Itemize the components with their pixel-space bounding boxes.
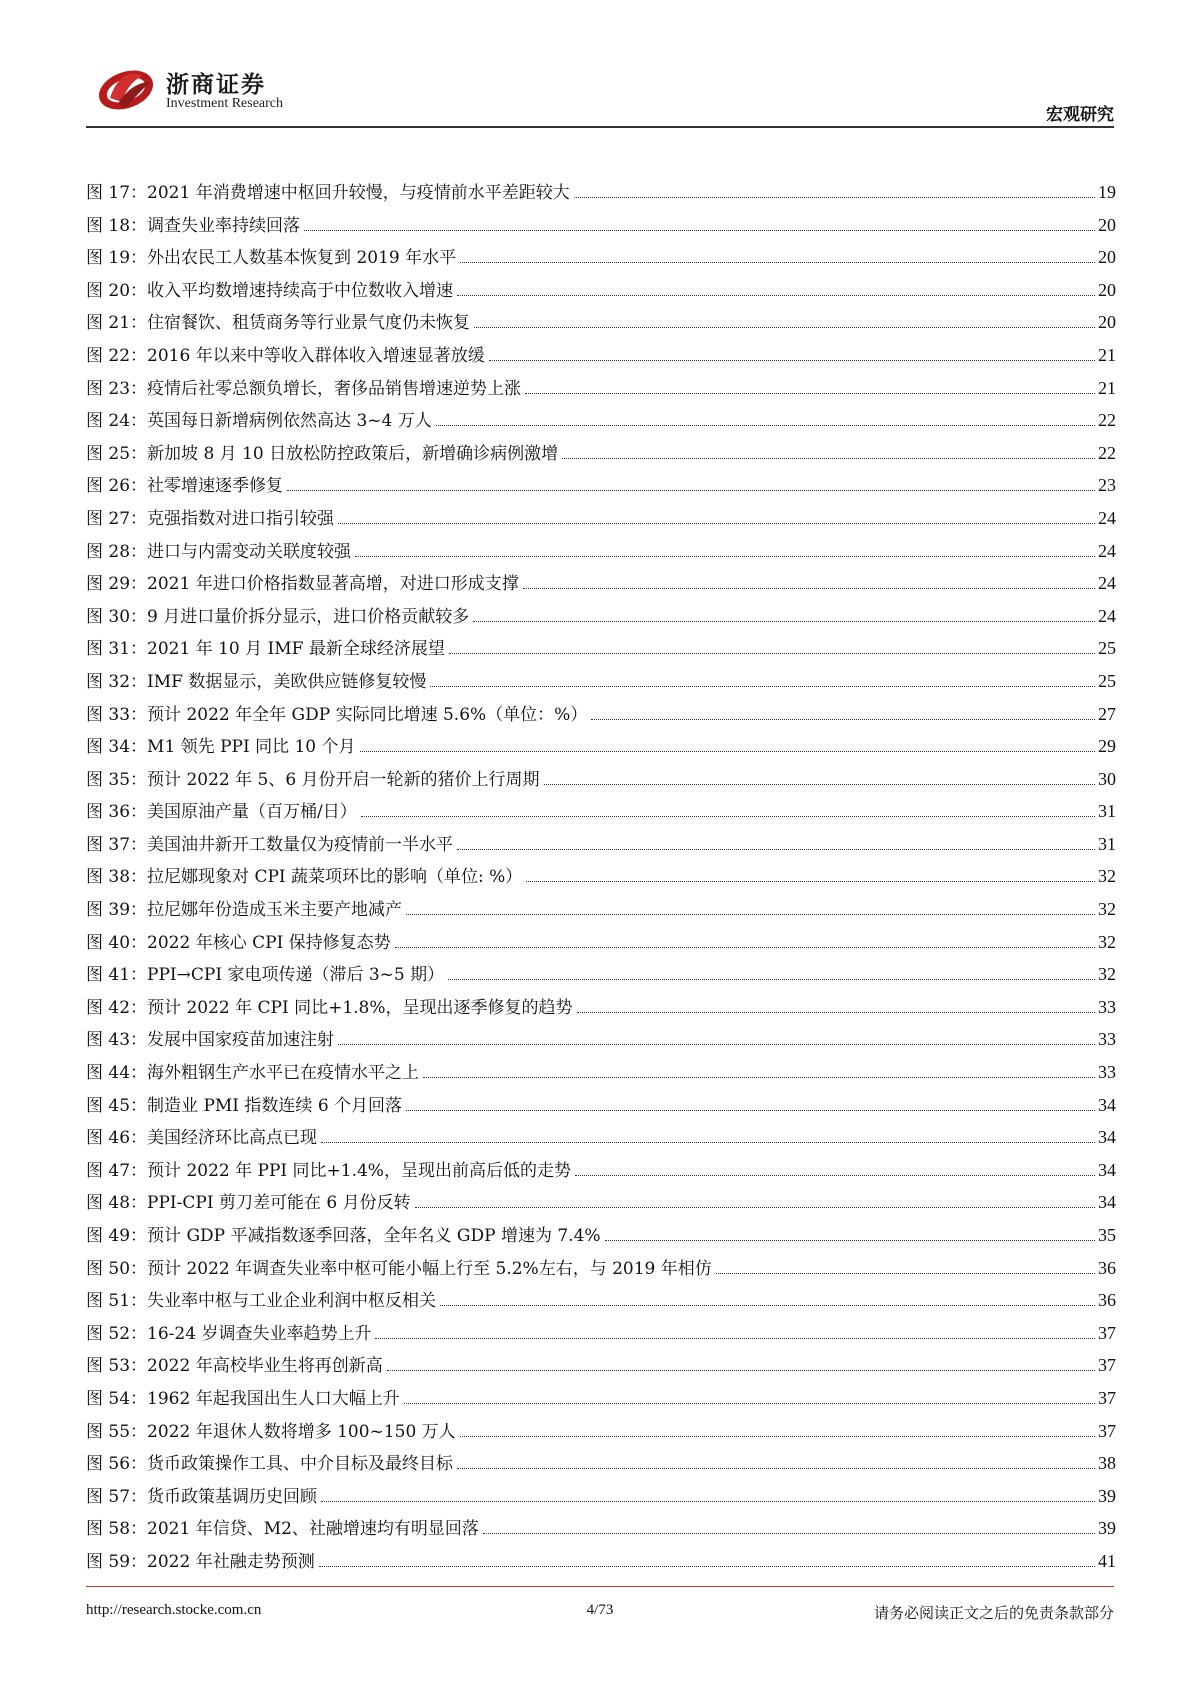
page-ref: 32 [1098,931,1116,952]
page-ref: 41 [1098,1550,1116,1571]
dot-leader [591,719,1095,720]
dot-leader [523,588,1095,589]
figure-caption: 新加坡 8 月 10 日放松防控政策后，新增确诊病例激增 [147,443,559,464]
toc-entry[interactable] [86,1023,1116,1056]
page-number: 4/73 [586,1602,614,1618]
toc-entry[interactable] [86,1252,1116,1285]
dot-leader [448,979,1095,980]
dot-leader [489,360,1095,361]
page-ref: 29 [1098,736,1116,757]
figure-caption: 预计 2022 年 CPI 同比+1.8%，呈现出逐季修复的趋势 [147,997,573,1018]
figure-number: 图 36： [86,802,148,823]
dot-leader [525,393,1095,394]
dot-leader [436,425,1095,426]
figure-number: 图 55： [86,1421,148,1442]
page-ref: 24 [1098,540,1116,561]
figure-number: 图 32： [86,671,148,692]
figure-number: 图 26： [86,476,148,497]
toc-entry[interactable] [86,1219,1116,1252]
toc-entry[interactable] [86,1056,1116,1089]
figure-caption: 美国原油产量（百万桶/日） [147,802,357,823]
figure-number: 图 43： [86,1030,148,1051]
figure-caption: 海外粗钢生产水平已在疫情水平之上 [147,1063,420,1084]
dot-leader [544,784,1095,785]
figure-number: 图 47： [86,1160,148,1181]
page-ref: 19 [1098,182,1116,202]
dot-leader [605,1240,1095,1241]
zheshang-logo-icon [96,60,156,112]
figure-caption: 1962 年起我国出生人口大幅上升 [147,1388,400,1409]
figure-caption: 货币政策基调历史回顾 [147,1486,318,1507]
toc-entry[interactable] [86,600,1116,633]
figure-number: 图 29： [86,574,148,595]
dot-leader [457,1468,1095,1469]
page-ref: 38 [1098,1453,1116,1474]
disclaimer-note: 请务必阅读正文之后的免责条款部分 [873,1604,1114,1622]
figure-caption: 预计 2022 年 5、6 月份开启一轮新的猪价上行周期 [147,769,540,790]
figure-caption: 2021 年进口价格指数显著高增，对进口形成支撑 [147,574,519,595]
toc-entry[interactable] [86,1121,1116,1154]
toc-entry[interactable] [86,209,1116,242]
dot-leader [716,1273,1095,1274]
page-ref: 37 [1098,1355,1116,1376]
figure-number: 图 53： [86,1356,148,1377]
figure-caption: 发展中国家疫苗加速注射 [147,1030,335,1051]
figure-number: 图 31： [86,639,148,660]
toc-entry[interactable] [86,926,1116,959]
figure-number: 图 21： [86,313,148,334]
figure-caption: 2021 年消费增速中枢回升较慢，与疫情前水平差距较大 [147,183,570,203]
figure-number: 图 20： [86,280,148,301]
figure-number: 图 44： [86,1063,148,1084]
toc-entry[interactable] [86,698,1116,731]
toc-entry[interactable] [86,991,1116,1024]
figure-caption: 外出农民工人数基本恢复到 2019 年水平 [147,248,457,269]
figure-number: 图 56： [86,1454,148,1475]
dot-leader [338,1044,1095,1045]
page-ref: 20 [1098,214,1116,235]
figure-caption: 美国经济环比高点已现 [147,1128,318,1149]
page-ref: 37 [1098,1387,1116,1408]
figure-number: 图 54： [86,1388,148,1409]
figure-number: 图 45： [86,1095,148,1116]
dot-leader [387,1370,1095,1371]
figure-caption: 英国每日新增病例依然高达 3~4 万人 [147,411,432,432]
toc-entry[interactable] [86,828,1116,861]
figure-number: 图 30： [86,606,148,627]
figure-number: 图 35： [86,769,148,790]
figure-caption: 2022 年社融走势预测 [147,1551,315,1572]
page-ref: 32 [1098,964,1116,985]
dot-leader [338,523,1095,524]
dot-leader [406,1110,1095,1111]
dot-leader [574,197,1095,198]
page-ref: 36 [1098,1290,1116,1311]
toc-entry[interactable] [86,241,1116,274]
toc-entry[interactable] [86,958,1116,991]
toc-entry[interactable] [86,1089,1116,1122]
toc-entry[interactable] [86,502,1116,535]
dot-leader [375,1338,1095,1339]
page-ref: 20 [1098,312,1116,333]
figure-caption: 9 月进口量价拆分显示，进口价格贡献较多 [147,606,470,627]
figure-caption: PPI-CPI 剪刀差可能在 6 月份反转 [147,1193,411,1214]
toc-entry[interactable] [86,1186,1116,1219]
toc-entry[interactable] [86,1512,1116,1545]
figure-number: 图 48： [86,1193,148,1214]
page-ref: 34 [1098,1159,1116,1180]
dot-leader [577,1012,1095,1013]
figure-number: 图 52： [86,1323,148,1344]
dot-leader [360,751,1095,752]
toc-entry[interactable] [86,1545,1116,1578]
figure-caption: 调查失业率持续回落 [147,215,301,236]
figure-number: 图 59： [86,1551,148,1572]
page-ref: 31 [1098,833,1116,854]
toc-entry[interactable] [86,1382,1116,1415]
toc-entry[interactable] [86,795,1116,828]
toc-entry[interactable] [86,763,1116,796]
brand-subtitle: Investment Research [166,96,284,111]
dot-leader [321,1501,1095,1502]
page-header [86,52,1114,126]
header-divider [86,126,1114,128]
page-ref: 37 [1098,1420,1116,1441]
footer-divider [86,1586,1114,1587]
page-ref: 24 [1098,507,1116,528]
figure-number: 图 37： [86,834,148,855]
dot-leader [449,653,1095,654]
toc-entry[interactable] [86,1284,1116,1317]
toc-entry[interactable] [86,1447,1116,1480]
figure-caption: 2021 年信贷、M2、社融增速均有明显回落 [147,1519,479,1540]
figure-number: 图 39： [86,900,148,921]
toc-entry[interactable] [86,372,1116,405]
figure-number: 图 23： [86,378,148,399]
figure-caption: 住宿餐饮、租赁商务等行业景气度仍未恢复 [147,313,471,334]
toc-entry[interactable] [86,1349,1116,1382]
figure-caption: 收入平均数增速持续高于中位数收入增速 [147,280,454,301]
footer-url[interactable]: http://research.stocke.com.cn [86,1602,262,1618]
page-ref: 39 [1098,1485,1116,1506]
dot-leader [460,262,1095,263]
dot-leader [321,1142,1095,1143]
toc-entry[interactable] [86,535,1116,568]
dot-leader [304,230,1095,231]
figure-number: 图 50： [86,1258,148,1279]
page-ref: 33 [1098,1062,1116,1083]
figure-number: 图 28： [86,541,148,562]
page-ref: 20 [1098,279,1116,300]
page-ref: 25 [1098,670,1116,691]
dot-leader [440,1305,1095,1306]
page-ref: 33 [1098,1029,1116,1050]
page-ref: 25 [1098,638,1116,659]
page-ref: 34 [1098,1127,1116,1148]
page-ref: 32 [1098,899,1116,920]
toc-entry[interactable] [86,665,1116,698]
dot-leader [575,1175,1095,1176]
dot-leader [423,1077,1095,1078]
figure-caption: 制造业 PMI 指数连续 6 个月回落 [147,1095,403,1116]
figure-caption: 2016 年以来中等收入群体收入增速显著放缓 [147,345,485,366]
toc-entry[interactable] [86,404,1116,437]
dot-leader [483,1533,1095,1534]
dot-leader [460,1436,1095,1437]
figure-number: 图 24： [86,411,148,432]
page-ref: 22 [1098,442,1116,463]
dot-leader [562,458,1095,459]
section-title: 宏观研究 [1046,105,1114,125]
toc-entry[interactable] [86,567,1116,600]
dot-leader [457,295,1095,296]
figure-number: 图 58： [86,1519,148,1540]
toc-entry[interactable] [86,1480,1116,1513]
toc-entry[interactable] [86,632,1116,665]
figure-number: 图 34： [86,737,148,758]
figure-caption: 社零增速逐季修复 [147,476,284,497]
dot-leader [415,1207,1095,1208]
figure-number: 图 18： [86,215,148,236]
figure-caption: 克强指数对进口指引较强 [147,508,335,529]
figure-number: 图 22： [86,345,148,366]
page-ref: 32 [1098,866,1116,887]
figure-caption: 预计 2022 年 PPI 同比+1.4%，呈现出前高后低的走势 [147,1160,571,1181]
toc-entry[interactable] [86,893,1116,926]
figure-caption: M1 领先 PPI 同比 10 个月 [147,737,356,758]
figure-number: 图 41： [86,965,148,986]
toc-entry[interactable] [86,730,1116,763]
figure-caption: 疫情后社零总额负增长，奢侈品销售增速逆势上涨 [147,378,522,399]
page-ref: 34 [1098,1094,1116,1115]
page-ref: 33 [1098,996,1116,1017]
page-ref: 39 [1098,1518,1116,1539]
figure-caption: 拉尼娜现象对 CPI 蔬菜项环比的影响（单位: %） [147,867,523,888]
figure-caption: 美国油井新开工数量仅为疫情前一半水平 [147,834,454,855]
dot-leader [287,490,1095,491]
page-ref: 24 [1098,573,1116,594]
figure-caption: 货币政策操作工具、中介目标及最终目标 [147,1454,454,1475]
figure-caption: 失业率中枢与工业企业利润中枢反相关 [147,1291,437,1312]
figure-number: 图 42： [86,997,148,1018]
page-ref: 20 [1098,247,1116,268]
toc-entry[interactable] [86,1415,1116,1448]
page-ref: 34 [1098,1192,1116,1213]
page-ref: 23 [1098,475,1116,496]
toc-entry[interactable] [86,1154,1116,1187]
figure-caption: PPI→CPI 家电项传递（滞后 3~5 期） [147,965,445,986]
page-ref: 27 [1098,703,1116,724]
figure-number: 图 51： [86,1291,148,1312]
dot-leader [473,621,1095,622]
page-ref: 24 [1098,605,1116,626]
figure-number: 图 49： [86,1226,148,1246]
dot-leader [395,947,1095,948]
page-ref: 35 [1098,1225,1116,1245]
toc-entry[interactable] [86,1317,1116,1350]
dot-leader [406,914,1095,915]
dot-leader [319,1566,1095,1567]
figure-caption: 16-24 岁调查失业率趋势上升 [147,1323,372,1344]
page-ref: 22 [1098,410,1116,431]
toc-entry[interactable] [86,274,1116,307]
figure-number: 图 27： [86,508,148,529]
figure-caption: 预计 2022 年全年 GDP 实际同比增速 5.6%（单位：%） [147,704,588,725]
figure-number: 图 46： [86,1128,148,1149]
dot-leader [404,1403,1095,1404]
figure-number: 图 25： [86,443,148,464]
page-ref: 37 [1098,1322,1116,1343]
figure-caption: 预计 GDP 平减指数逐季回落，全年名义 GDP 增速为 7.4% [147,1226,601,1246]
dot-leader [474,327,1095,328]
brand-name: 浙商证券 [166,72,266,98]
page-ref: 31 [1098,801,1116,822]
figure-caption: 2022 年核心 CPI 保持修复态势 [147,932,391,953]
toc-entry[interactable] [86,176,1116,209]
page-ref: 21 [1098,377,1116,398]
dot-leader [355,556,1095,557]
page-ref: 30 [1098,768,1116,789]
figure-number: 图 38： [86,867,148,888]
figure-caption: 2022 年高校毕业生将再创新高 [147,1356,383,1377]
figure-caption: 2022 年退休人数将增多 100~150 万人 [147,1421,456,1442]
figure-number: 图 33： [86,704,148,725]
toc-entry[interactable] [86,437,1116,470]
dot-leader [526,881,1095,882]
figure-number: 图 17： [86,183,148,203]
toc-entry[interactable] [86,469,1116,502]
figure-caption: 拉尼娜年份造成玉米主要产地减产 [147,900,403,921]
page-ref: 21 [1098,344,1116,365]
figure-toc-list [86,176,1116,1578]
dot-leader [457,849,1095,850]
figure-caption: 2021 年 10 月 IMF 最新全球经济展望 [147,639,445,660]
figure-caption: 预计 2022 年调查失业率中枢可能小幅上行至 5.2%左右，与 2019 年相仿 [147,1258,712,1279]
figure-caption: 进口与内需变动关联度较强 [147,541,352,562]
figure-number: 图 40： [86,932,148,953]
toc-entry[interactable] [86,306,1116,339]
figure-number: 图 57： [86,1486,148,1507]
page-ref: 36 [1098,1257,1116,1278]
toc-entry[interactable] [86,860,1116,893]
toc-entry[interactable] [86,339,1116,372]
figure-number: 图 19： [86,248,148,269]
dot-leader [430,686,1095,687]
dot-leader [361,816,1095,817]
figure-caption: IMF 数据显示，美欧供应链修复较慢 [147,671,427,692]
